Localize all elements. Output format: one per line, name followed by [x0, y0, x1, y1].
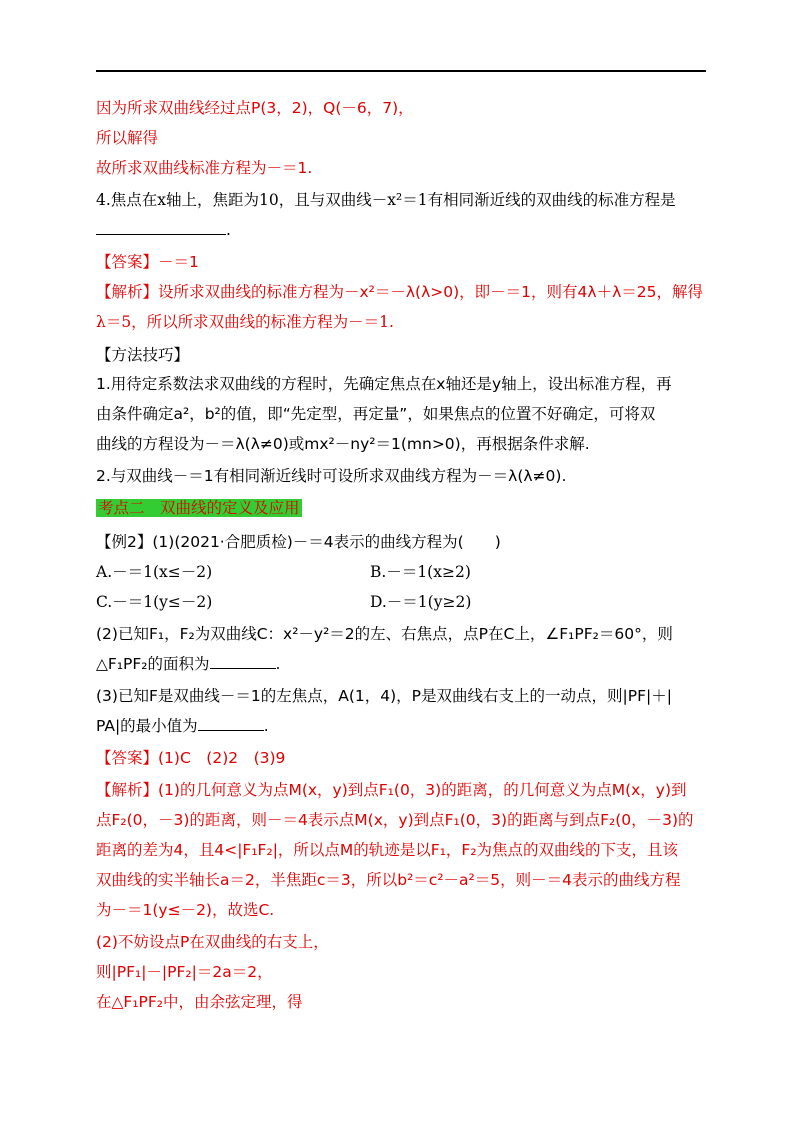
answer-4: 【答案】－＝1: [96, 253, 199, 271]
part-3-blank: [198, 716, 264, 731]
example-2-title: 【例2】(1)(2021·合肥质检)－＝4表示的曲线方程为( ): [96, 533, 501, 551]
options-row-1: [96, 562, 471, 582]
part-2-period: .: [275, 655, 281, 673]
section-heading-label: 考点二 双曲线的定义及应用: [98, 499, 300, 517]
text-line-2: 所以解得: [96, 129, 159, 147]
analysis-4-line-1: 【解析】设所求双曲线的标准方程为－x²＝－λ(λ>0)，即－＝1，则有4λ＋λ＝25，解得: [96, 283, 703, 301]
analysis-line-4: 双曲线的实半轴长a＝2，半焦距c＝3，所以b²＝c²－a²＝5，则－＝4表示的曲线方程: [96, 871, 681, 889]
method-heading: 【方法技巧】: [96, 346, 190, 364]
question-4-blank-line: [96, 220, 231, 240]
example-2-part-2-line-2: [96, 654, 280, 674]
text-line-1: 因为所求双曲线经过点P(3，2)，Q(－6，7)，: [96, 99, 414, 117]
analysis-line-7: 则|PF₁|－|PF₂|＝2a＝2，: [96, 963, 273, 981]
method-line-4: 2.与双曲线－＝1有相同渐近线时可设所求双曲线方程为－＝λ(λ≠0).: [96, 467, 567, 485]
header-rule: [96, 70, 706, 72]
analysis-line-6: (2)不妨设点P在双曲线的右支上，: [96, 933, 329, 951]
analysis-line-5: 为－＝1(y≤－2)，故选C.: [96, 901, 275, 919]
part-3-text: PA|的最小值为: [96, 717, 198, 735]
example-2-part-3-line-1: (3)已知F是双曲线－＝1的左焦点，A(1，4)，P是双曲线右支上的一动点，则|PF|＋|: [96, 687, 672, 705]
example-2-part-2-line-1: (2)已知F₁，F₂为双曲线C：x²－y²＝2的左、右焦点，点P在C上，∠F₁PF₂＝60°，则: [96, 625, 673, 643]
example-2-part-3-line-2: [96, 716, 269, 736]
option-a: A.－＝1(x≤－2): [96, 563, 213, 581]
analysis-line-2: 点F₂(0，－3)的距离，则－＝4表示点M(x，y)到点F₁(0，3)的距离与到点F₂(0，－3)的: [96, 811, 694, 829]
analysis-line-1: 【解析】(1)的几何意义为点M(x，y)到点F₁(0，3)的距离，的几何意义为点M(x，y)到: [96, 781, 687, 799]
answer-blank: [96, 220, 226, 235]
part-2-blank: [210, 654, 276, 669]
method-line-3: 曲线的方程设为－＝λ(λ≠0)或mx²－ny²＝1(mn>0)，再根据条件求解.: [96, 435, 590, 453]
question-4: 4.焦点在x轴上，焦距为10，且与双曲线－x²＝1有相同渐近线的双曲线的标准方程是: [96, 191, 676, 209]
part-3-period: .: [263, 717, 269, 735]
section-heading: [96, 498, 302, 518]
method-line-1: 1.用待定系数法求双曲线的方程时，先确定焦点在x轴还是y轴上，设出标准方程，再: [96, 375, 672, 393]
option-b: B.－＝1(x≥2): [370, 563, 471, 581]
blank-period: .: [226, 221, 231, 239]
part-2-text: △F₁PF₂的面积为: [96, 655, 210, 673]
text-line-3: 故所求双曲线标准方程为－＝1.: [96, 159, 313, 177]
analysis-line-8: 在△F₁PF₂中，由余弦定理，得: [96, 993, 303, 1011]
answer-example-2: 【答案】(1)C (2)2 (3)9: [96, 749, 286, 767]
analysis-4-line-2: λ＝5，所以所求双曲线的标准方程为－＝1.: [96, 313, 394, 331]
method-line-2: 由条件确定a²，b²的值，即“先定型，再定量”，如果焦点的位置不好确定，可将双: [96, 405, 656, 423]
options-row-2: [96, 592, 472, 612]
option-c: C.－＝1(y≤－2): [96, 593, 213, 611]
option-d: D.－＝1(y≥2): [370, 593, 472, 611]
analysis-line-3: 距离的差为4，且4<|F₁F₂|，所以点M的轨迹是以F₁，F₂为焦点的双曲线的下支，且该: [96, 841, 679, 859]
